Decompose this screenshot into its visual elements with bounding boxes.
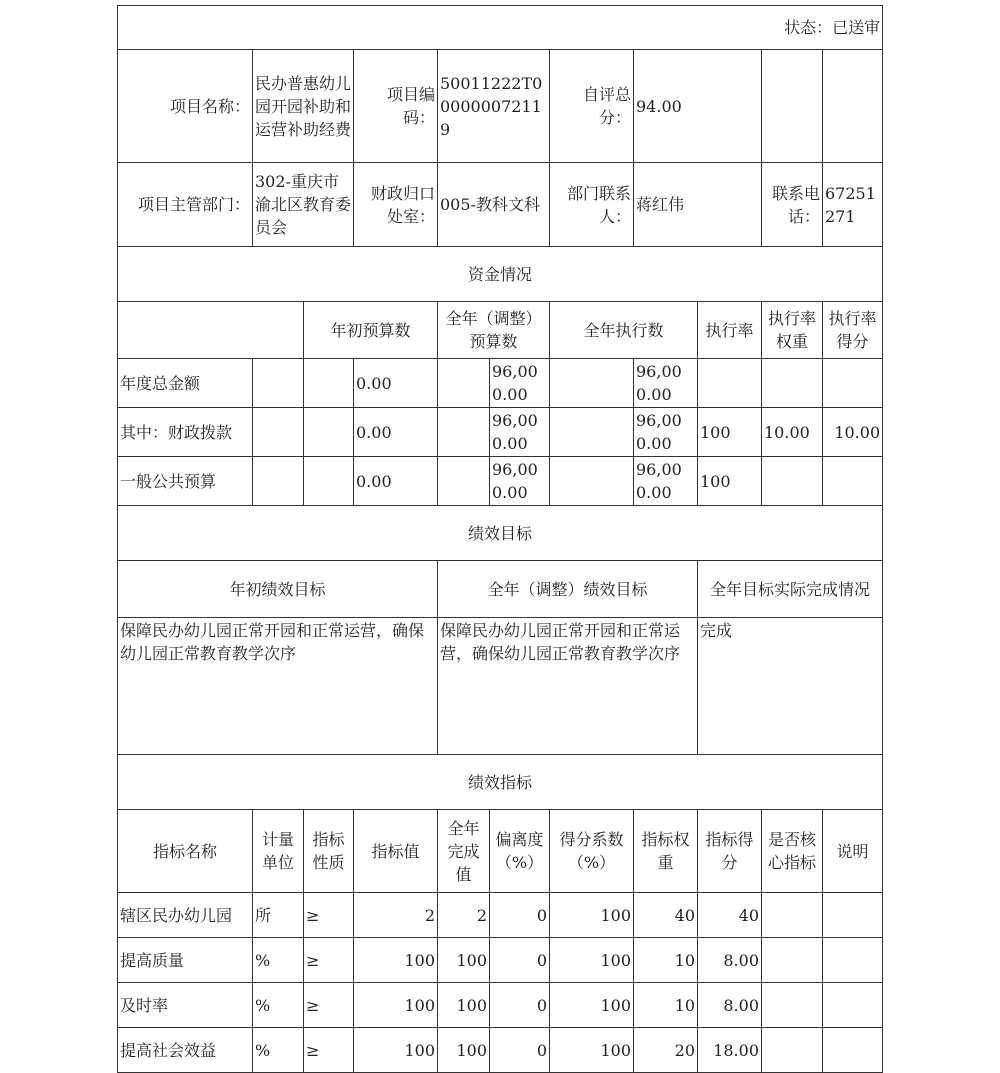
funds-initial: 0.00 [354,408,438,457]
funds-score [823,359,883,408]
ind-name: 辖区民办幼儿园 [118,893,253,938]
ind-header-done: 全年完成值 [438,810,490,893]
self-score-label: 自评总分： [550,50,634,163]
ind-score: 8.00 [698,983,762,1028]
funds-executed: 96,000.00 [634,408,698,457]
funds-row-label: 年度总金额 [118,359,253,408]
ind-unit: % [253,1028,304,1073]
project-name-value: 民办普惠幼儿园开园补助和运营补助经费 [253,50,354,163]
goals-header-initial: 年初绩效目标 [118,561,438,618]
ind-nature: ≥ [304,983,354,1028]
goals-initial-text: 保障民办幼儿园正常开园和正常运营，确保幼儿园正常教育教学次序 [118,618,438,755]
funds-adjusted: 96,000.00 [490,408,550,457]
table-row [118,893,883,938]
funds-score [823,457,883,506]
ind-header-coef: 得分系数（%） [550,810,634,893]
contact-value: 蒋红伟 [634,163,762,247]
table-row [118,938,883,983]
ind-deviation: 0 [490,1028,550,1073]
goals-section-title: 绩效目标 [118,506,883,561]
funds-weight [762,359,823,408]
funds-header-weight: 执行率权重 [762,302,823,359]
funds-rate [698,359,762,408]
ind-score: 40 [698,893,762,938]
ind-header-score: 指标得分 [698,810,762,893]
ind-score: 18.00 [698,1028,762,1073]
ind-value: 2 [354,893,438,938]
funds-header-rate: 执行率 [698,302,762,359]
ind-note [823,938,883,983]
funds-header-adjusted: 全年（调整）预算数 [438,302,550,359]
ind-nature: ≥ [304,893,354,938]
ind-header-note: 说明 [823,810,883,893]
ind-header-value: 指标值 [354,810,438,893]
ind-coef: 100 [550,1028,634,1073]
ind-core [762,1028,823,1073]
ind-weight: 20 [634,1028,698,1073]
ind-name: 及时率 [118,983,253,1028]
blank-cell [438,408,490,457]
blank-cell [304,457,354,506]
ind-done: 100 [438,1028,490,1073]
ind-weight: 10 [634,983,698,1028]
project-name-label: 项目名称： [118,50,253,163]
project-code-value: 50011222T000000072119 [438,50,550,163]
evaluation-table [117,5,883,1073]
ind-nature: ≥ [304,1028,354,1073]
blank-cell [550,359,634,408]
ind-deviation: 0 [490,983,550,1028]
ind-note [823,1028,883,1073]
table-row [118,1028,883,1073]
funds-weight: 10.00 [762,408,823,457]
ind-coef: 100 [550,983,634,1028]
goals-actual-text: 完成 [698,618,883,755]
ind-weight: 10 [634,938,698,983]
ind-header-nature: 指标性质 [304,810,354,893]
blank-cell [253,359,304,408]
goals-adjusted-text: 保障民办幼儿园正常开园和正常运营，确保幼儿园正常教育教学次序 [438,618,698,755]
table-row [118,983,883,1028]
finance-value: 005-教科文科 [438,163,550,247]
goals-header-actual: 全年目标实际完成情况 [698,561,883,618]
dept-label: 项目主管部门： [118,163,253,247]
funds-row-label: 一般公共预算 [118,457,253,506]
ind-header-unit: 计量单位 [253,810,304,893]
indicators-section-title: 绩效指标 [118,755,883,810]
ind-core [762,893,823,938]
funds-row-label: 其中：财政拨款 [118,408,253,457]
ind-core [762,938,823,983]
blank-cell [304,359,354,408]
funds-adjusted: 96,000.00 [490,359,550,408]
ind-done: 100 [438,938,490,983]
ind-value: 100 [354,938,438,983]
finance-label: 财政归口处室： [354,163,438,247]
contact-label: 部门联系人： [550,163,634,247]
funds-row [118,359,883,408]
ind-done: 100 [438,983,490,1028]
blank-cell [118,302,304,359]
funds-header-initial: 年初预算数 [304,302,438,359]
funds-initial: 0.00 [354,457,438,506]
ind-deviation: 0 [490,938,550,983]
funds-weight [762,457,823,506]
funds-row [118,408,883,457]
ind-done: 2 [438,893,490,938]
ind-header-core: 是否核心指标 [762,810,823,893]
ind-core [762,983,823,1028]
ind-note [823,983,883,1028]
self-score-value: 94.00 [634,50,762,163]
funds-initial: 0.00 [354,359,438,408]
ind-deviation: 0 [490,893,550,938]
funds-header-executed: 全年执行数 [550,302,698,359]
funds-score: 10.00 [823,408,883,457]
project-code-label: 项目编码： [354,50,438,163]
funds-executed: 96,000.00 [634,359,698,408]
ind-value: 100 [354,983,438,1028]
ind-note [823,893,883,938]
funds-rate: 100 [698,408,762,457]
phone-value: 67251271 [823,163,883,247]
funds-header-score: 执行率得分 [823,302,883,359]
blank-cell [253,457,304,506]
ind-unit: % [253,938,304,983]
funds-rate: 100 [698,457,762,506]
blank-cell [253,408,304,457]
ind-unit: % [253,983,304,1028]
ind-value: 100 [354,1028,438,1073]
funds-adjusted: 96,000.00 [490,457,550,506]
funds-executed: 96,000.00 [634,457,698,506]
blank-cell [304,408,354,457]
ind-header-name: 指标名称 [118,810,253,893]
ind-coef: 100 [550,893,634,938]
ind-score: 8.00 [698,938,762,983]
funds-row [118,457,883,506]
funds-section-title: 资金情况 [118,247,883,302]
ind-unit: 所 [253,893,304,938]
ind-header-weight: 指标权重 [634,810,698,893]
blank-cell [550,457,634,506]
goals-header-adjusted: 全年（调整）绩效目标 [438,561,698,618]
phone-label: 联系电话： [762,163,823,247]
status-badge: 状态：已送审 [118,6,883,50]
ind-coef: 100 [550,938,634,983]
ind-header-deviation: 偏离度（%） [490,810,550,893]
blank-cell [823,50,883,163]
blank-cell [550,408,634,457]
ind-nature: ≥ [304,938,354,983]
ind-weight: 40 [634,893,698,938]
ind-name: 提高社会效益 [118,1028,253,1073]
blank-cell [438,457,490,506]
blank-cell [438,359,490,408]
blank-cell [762,50,823,163]
ind-name: 提高质量 [118,938,253,983]
dept-value: 302-重庆市渝北区教育委员会 [253,163,354,247]
